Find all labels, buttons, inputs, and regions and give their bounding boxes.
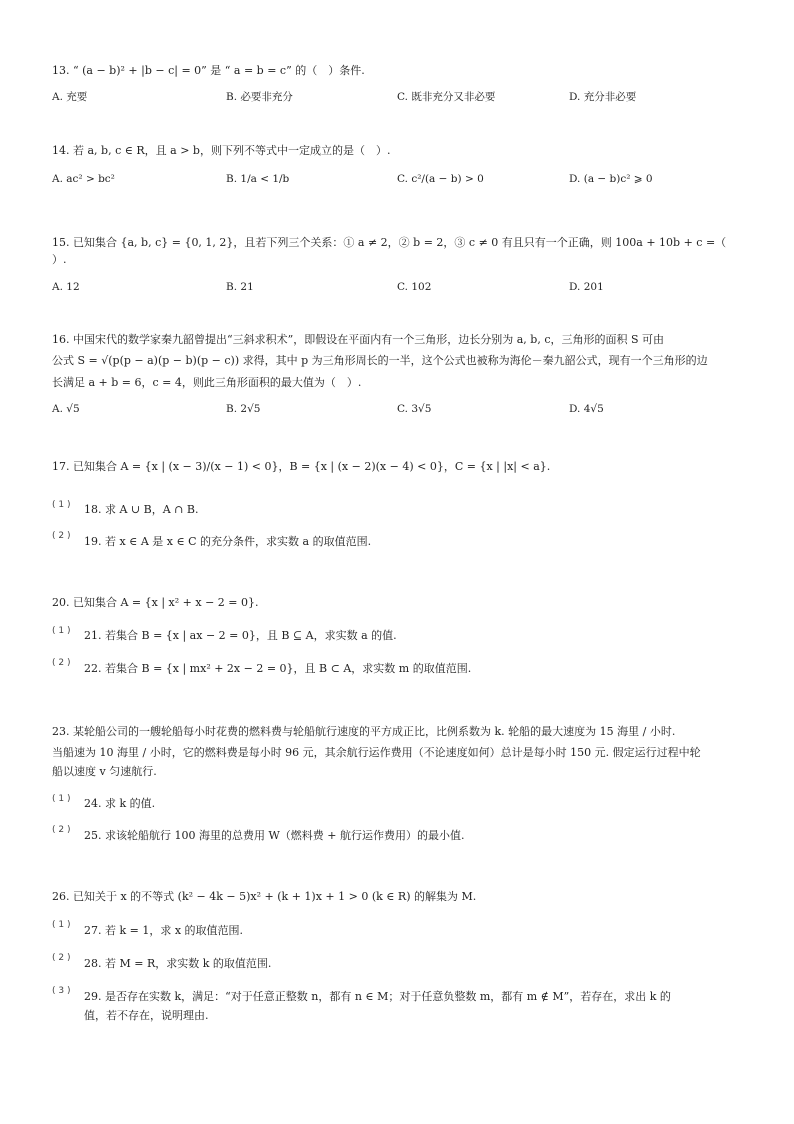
question-16-option-b: B. 2√5: [226, 403, 261, 415]
question-15-option-b: B. 21: [226, 281, 254, 293]
question-20-part-2-text: 22. 若集合 B = {x | mx² + 2x − 2 = 0}，且 B ⊂ A，求实数 m 的取值范围.: [84, 662, 472, 675]
question-15-stem-line-1: 15. 已知集合 {a, b, c} = {0, 1, 2}，且若下列三个关系：① a ≠ 2，② b = 2，③ c ≠ 0 有且只有一个正确，则 100a + 10b + c =（: [52, 236, 727, 249]
question-26-stem: 26. 已知关于 x 的不等式 (k² − 4k − 5)x² + (k + 1)x + 1 > 0 (k ∈ R) 的解集为 M.: [52, 890, 477, 903]
question-13-option-d: D. 充分非必要: [569, 91, 637, 103]
question-26-part-3-line-2: 值，若不存在，说明理由.: [84, 1009, 209, 1022]
question-26-part-3-number: ( 3 ): [52, 986, 71, 996]
question-23-line-2: 当船速为 10 海里 / 小时，它的燃料费是每小时 96 元，其余航行运作费用（不论速度如何）总计是每小时 150 元. 假定运行过程中轮: [52, 746, 701, 759]
question-20-stem: 20. 已知集合 A = {x | x² + x − 2 = 0}.: [52, 596, 259, 609]
question-16-line-1: 16. 中国宋代的数学家秦九韶曾提出“三斜求积术”，即假设在平面内有一个三角形，边长分别为 a, b, c，三角形的面积 S 可由: [52, 333, 665, 346]
question-26-part-2-number: ( 2 ): [52, 953, 71, 963]
question-17-part-2-text: 19. 若 x ∈ A 是 x ∈ C 的充分条件，求实数 a 的取值范围.: [84, 535, 372, 548]
question-20-part-1-number: ( 1 ): [52, 626, 71, 636]
question-20-part-1-text: 21. 若集合 B = {x | ax − 2 = 0}，且 B ⊆ A，求实数 a 的值.: [84, 629, 397, 642]
question-26-part-1-text: 27. 若 k = 1，求 x 的取值范围.: [84, 924, 244, 937]
question-15-option-a: A. 12: [52, 281, 80, 293]
question-16-option-c: C. 3√5: [397, 403, 432, 415]
question-15-option-d: D. 201: [569, 281, 604, 293]
question-23-line-1: 23. 某轮船公司的一艘轮船每小时花费的燃料费与轮船航行速度的平方成正比，比例系数为 k. 轮船的最大速度为 15 海里 / 小时.: [52, 725, 676, 738]
question-16-line-3: 长满足 a + b = 6，c = 4，则此三角形面积的最大值为（ ）.: [52, 376, 362, 389]
question-16-option-a: A. √5: [52, 403, 80, 415]
question-17-part-1-number: ( 1 ): [52, 500, 71, 510]
question-14-stem: 14. 若 a, b, c ∈ R，且 a > b，则下列不等式中一定成立的是（ ）.: [52, 144, 391, 157]
question-14-option-c: C. c²/(a − b) > 0: [397, 173, 484, 185]
question-23-part-2-text: 25. 求该轮船航行 100 海里的总费用 W（燃料费 + 航行运作费用）的最小值.: [84, 829, 465, 842]
question-13-option-a: A. 充要: [52, 91, 88, 103]
question-14-option-d: D. (a − b)c² ⩾ 0: [569, 173, 653, 185]
question-23-part-1-text: 24. 求 k 的值.: [84, 797, 156, 810]
question-16-line-2: 公式 S = √(p(p − a)(p − b)(p − c)) 求得，其中 p 为三角形周长的一半，这个公式也被称为海伦－秦九韶公式，现有一个三角形的边: [52, 354, 708, 367]
question-16-option-d: D. 4√5: [569, 403, 604, 415]
question-17-part-2-number: ( 2 ): [52, 531, 71, 541]
question-23-part-2-number: ( 2 ): [52, 825, 71, 835]
question-14-option-b: B. 1/a < 1/b: [226, 173, 290, 185]
question-20-part-2-number: ( 2 ): [52, 658, 71, 668]
question-13-option-c: C. 既非充分又非必要: [397, 91, 496, 103]
question-15-stem-line-2: ）.: [52, 253, 67, 266]
question-14-option-a: A. ac² > bc²: [52, 173, 115, 185]
question-17-part-1-text: 18. 求 A ∪ B，A ∩ B.: [84, 503, 199, 516]
question-26-part-3-line-1: 29. 是否存在实数 k，满足：“对于任意正整数 n，都有 n ∈ M；对于任意负整数 m，都有 m ∉ M”，若存在，求出 k 的: [84, 990, 671, 1003]
question-23-line-3: 船以速度 v 匀速航行.: [52, 765, 157, 778]
question-13-stem: 13. “ (a − b)² + |b − c| = 0” 是 “ a = b = c” 的（ ）条件.: [52, 64, 365, 77]
question-15-option-c: C. 102: [397, 281, 432, 293]
question-26-part-2-text: 28. 若 M = R，求实数 k 的取值范围.: [84, 957, 272, 970]
question-26-part-1-number: ( 1 ): [52, 920, 71, 930]
question-17-stem: 17. 已知集合 A = {x | (x − 3)/(x − 1) < 0}，B = {x | (x − 2)(x − 4) < 0}，C = {x | |x| < a}.: [52, 460, 551, 473]
question-13-option-b: B. 必要非充分: [226, 91, 293, 103]
question-23-part-1-number: ( 1 ): [52, 794, 71, 804]
